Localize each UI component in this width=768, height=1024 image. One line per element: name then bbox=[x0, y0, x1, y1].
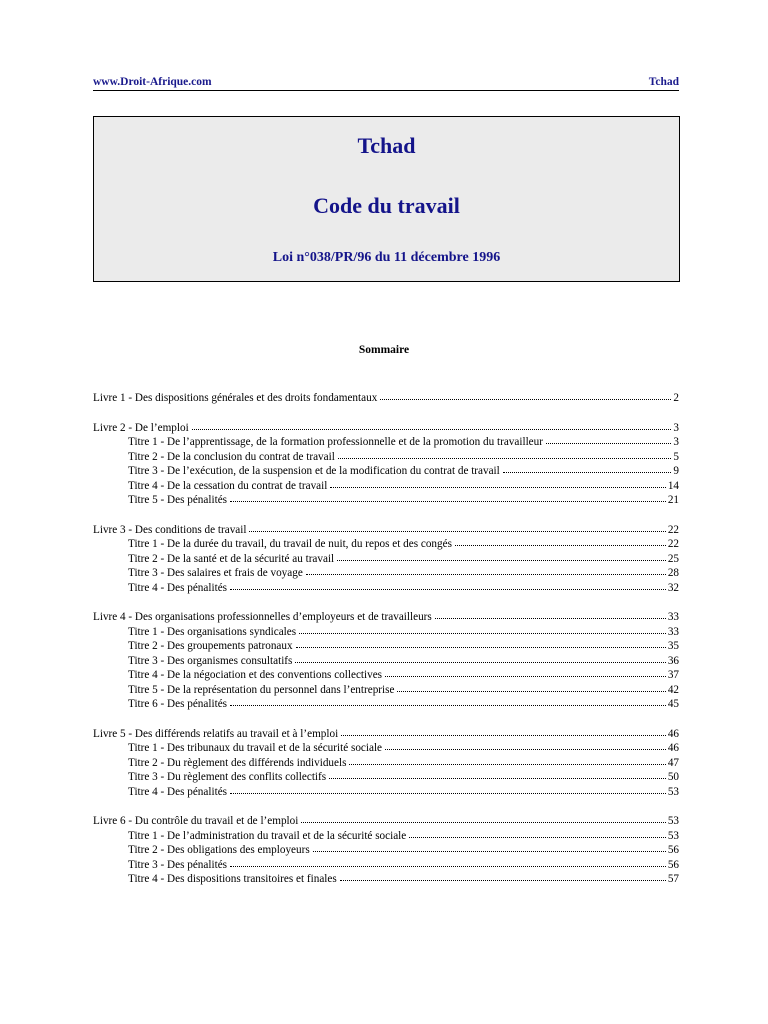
toc-livre-group bbox=[93, 726, 679, 799]
toc-entry-label: Livre 4 - Des organisations professionnelles d’employeurs et de travailleurs bbox=[93, 611, 432, 623]
toc-titre-entry[interactable] bbox=[93, 769, 679, 784]
dot-leader bbox=[385, 740, 666, 750]
toc-entry-label: Livre 2 - De l’emploi bbox=[93, 421, 189, 434]
toc-livre-entry[interactable] bbox=[93, 726, 679, 741]
dot-leader bbox=[338, 449, 672, 459]
dot-leader bbox=[337, 551, 666, 561]
toc-page-number: 2 bbox=[673, 392, 679, 404]
toc-page-number: 46 bbox=[667, 742, 679, 754]
toc-page-number: 22 bbox=[667, 523, 679, 536]
title-box bbox=[93, 116, 680, 282]
toc-entry-label: Titre 4 - De la négociation et des conventions collectives bbox=[128, 669, 383, 681]
toc-titre-entry[interactable] bbox=[93, 478, 679, 493]
toc-entry-label: Titre 4 - Des dispositions transitoires et finales bbox=[128, 873, 337, 885]
dot-leader bbox=[230, 857, 666, 867]
toc-page-number: 37 bbox=[667, 669, 679, 681]
toc-page-number: 21 bbox=[667, 494, 679, 506]
dot-leader bbox=[230, 696, 666, 706]
toc-entry-label: Titre 3 - Des organismes consultatifs bbox=[128, 654, 293, 667]
toc-titre-entry[interactable] bbox=[93, 434, 679, 449]
toc-page-number: 35 bbox=[667, 640, 679, 652]
dot-leader bbox=[409, 828, 666, 838]
toc-titre-entry[interactable] bbox=[93, 755, 679, 770]
toc-page-number: 53 bbox=[667, 785, 679, 798]
toc-entry-label: Livre 5 - Des différends relatifs au travail et à l’emploi bbox=[93, 727, 339, 740]
toc-page-number: 46 bbox=[667, 727, 679, 740]
toc-titre-entry[interactable] bbox=[93, 580, 679, 595]
toc-page-number: 36 bbox=[667, 654, 679, 667]
toc-livre-group bbox=[93, 609, 679, 711]
toc-entry-label: Livre 6 - Du contrôle du travail et de l’emploi bbox=[93, 815, 299, 827]
toc-page-number: 5 bbox=[673, 450, 679, 463]
dot-leader bbox=[341, 726, 666, 736]
dot-leader bbox=[330, 478, 665, 488]
toc-titre-entry[interactable] bbox=[93, 857, 679, 872]
dot-leader bbox=[385, 667, 666, 677]
toc-entry-label: Titre 2 - De la conclusion du contrat de travail bbox=[128, 450, 335, 463]
dot-leader bbox=[296, 638, 666, 648]
toc-livre-entry[interactable] bbox=[93, 813, 679, 828]
header-country: Tchad bbox=[648, 76, 679, 88]
toc-page-number: 3 bbox=[673, 421, 679, 434]
sommaire-heading: Sommaire bbox=[358, 344, 410, 356]
toc-titre-entry[interactable] bbox=[93, 871, 679, 886]
toc-page-number: 9 bbox=[673, 465, 679, 477]
toc-entry-label: Titre 2 - Des groupements patronaux bbox=[128, 640, 293, 652]
dot-leader bbox=[397, 682, 665, 692]
toc-page-number: 33 bbox=[667, 611, 679, 623]
toc-page-number: 45 bbox=[667, 698, 679, 710]
toc-titre-entry[interactable] bbox=[93, 565, 679, 580]
toc-entry-label: Titre 2 - Des obligations des employeurs bbox=[128, 844, 310, 856]
toc-page-number: 53 bbox=[667, 815, 679, 827]
dot-leader bbox=[301, 813, 665, 823]
toc-page-number: 32 bbox=[667, 581, 679, 594]
dot-leader bbox=[313, 842, 666, 852]
toc-livre-entry[interactable] bbox=[93, 420, 679, 435]
toc-livre-group bbox=[93, 813, 679, 886]
toc-titre-entry[interactable] bbox=[93, 682, 679, 697]
toc-livre-group bbox=[93, 390, 679, 405]
dot-leader bbox=[329, 769, 666, 779]
toc-livre-entry[interactable] bbox=[93, 390, 679, 405]
toc-entry-label: Titre 4 - Des pénalités bbox=[128, 785, 228, 798]
toc-page-number: 3 bbox=[673, 436, 679, 448]
toc-entry-label: Titre 3 - De l’exécution, de la suspension et de la modification du contrat de travail bbox=[128, 465, 500, 477]
toc-titre-entry[interactable] bbox=[93, 828, 679, 843]
toc-entry-label: Titre 3 - Des salaires et frais de voyage bbox=[128, 567, 303, 579]
toc-entry-label: Titre 1 - Des organisations syndicales bbox=[128, 625, 297, 638]
dot-leader bbox=[299, 624, 666, 634]
toc-page-number: 57 bbox=[667, 873, 679, 885]
toc-entry-label: Livre 3 - Des conditions de travail bbox=[93, 523, 247, 536]
toc-entry-label: Titre 3 - Du règlement des conflits collectifs bbox=[128, 771, 327, 783]
toc-titre-entry[interactable] bbox=[93, 653, 679, 668]
toc-livre-entry[interactable] bbox=[93, 609, 679, 624]
document-title: Code du travail bbox=[313, 193, 460, 218]
toc-entry-label: Titre 5 - De la représentation du personnel dans l’entreprise bbox=[128, 683, 395, 696]
toc-page-number: 33 bbox=[667, 625, 679, 638]
toc-entry-label: Titre 1 - Des tribunaux du travail et de la sécurité sociale bbox=[128, 742, 383, 754]
toc-titre-entry[interactable] bbox=[93, 551, 679, 566]
dot-leader bbox=[295, 653, 665, 663]
site-link[interactable]: www.Droit-Afrique.com bbox=[93, 76, 212, 88]
toc-page-number: 50 bbox=[667, 771, 679, 783]
dot-leader bbox=[380, 390, 671, 400]
toc-entry-label: Titre 1 - De la durée du travail, du travail de nuit, du repos et des congés bbox=[128, 538, 452, 550]
toc-page-number: 25 bbox=[667, 552, 679, 565]
toc-entry-label: Titre 3 - Des pénalités bbox=[128, 858, 228, 871]
toc-entry-label: Titre 2 - Du règlement des différends individuels bbox=[128, 756, 347, 769]
toc-titre-entry[interactable] bbox=[93, 463, 679, 478]
toc-titre-entry[interactable] bbox=[93, 638, 679, 653]
toc-entry-label: Titre 1 - De l’administration du travail et de la sécurité sociale bbox=[128, 829, 407, 842]
dot-leader bbox=[230, 784, 666, 794]
dot-leader bbox=[306, 565, 666, 575]
toc-titre-entry[interactable] bbox=[93, 449, 679, 464]
toc-entry-label: Titre 6 - Des pénalités bbox=[128, 698, 228, 710]
toc-entry-label: Titre 5 - Des pénalités bbox=[128, 494, 228, 506]
toc-entry-label: Titre 4 - De la cessation du contrat de travail bbox=[128, 479, 328, 492]
toc-page-number: 42 bbox=[667, 683, 679, 696]
toc-page-number: 22 bbox=[667, 538, 679, 550]
page-header bbox=[93, 76, 679, 91]
toc-entry-label: Titre 1 - De l’apprentissage, de la formation professionnelle et de la promotion du travailleur bbox=[128, 436, 543, 448]
toc-page-number: 28 bbox=[667, 567, 679, 579]
toc-entry-label: Livre 1 - Des dispositions générales et des droits fondamentaux bbox=[93, 392, 378, 404]
toc-page-number: 56 bbox=[667, 844, 679, 856]
dot-leader bbox=[230, 580, 666, 590]
toc-titre-entry[interactable] bbox=[93, 842, 679, 857]
dot-leader bbox=[230, 492, 666, 502]
toc-livre-group bbox=[93, 522, 679, 595]
law-reference: Loi n°038/PR/96 du 11 décembre 1996 bbox=[272, 250, 501, 265]
dot-leader bbox=[455, 536, 666, 546]
dot-leader bbox=[192, 420, 672, 430]
toc-page-number: 14 bbox=[667, 479, 679, 492]
toc-livre-entry[interactable] bbox=[93, 522, 679, 537]
dot-leader bbox=[435, 609, 666, 619]
toc-titre-entry[interactable] bbox=[93, 624, 679, 639]
dot-leader bbox=[349, 755, 665, 765]
toc-page-number: 56 bbox=[667, 858, 679, 871]
toc-entry-label: Titre 2 - De la santé et de la sécurité au travail bbox=[128, 552, 335, 565]
toc-page-number: 47 bbox=[667, 756, 679, 769]
dot-leader bbox=[340, 871, 666, 881]
toc-page-number: 53 bbox=[667, 829, 679, 842]
toc-titre-entry[interactable] bbox=[93, 784, 679, 799]
dot-leader bbox=[249, 522, 665, 532]
table-of-contents bbox=[93, 390, 679, 901]
toc-livre-group bbox=[93, 420, 679, 507]
document-country: Tchad bbox=[357, 133, 416, 158]
toc-titre-entry[interactable] bbox=[93, 492, 679, 507]
toc-titre-entry[interactable] bbox=[93, 667, 679, 682]
dot-leader bbox=[503, 463, 672, 473]
toc-titre-entry[interactable] bbox=[93, 536, 679, 551]
toc-titre-entry[interactable] bbox=[93, 696, 679, 711]
toc-entry-label: Titre 4 - Des pénalités bbox=[128, 581, 228, 594]
toc-titre-entry[interactable] bbox=[93, 740, 679, 755]
dot-leader bbox=[546, 434, 671, 444]
